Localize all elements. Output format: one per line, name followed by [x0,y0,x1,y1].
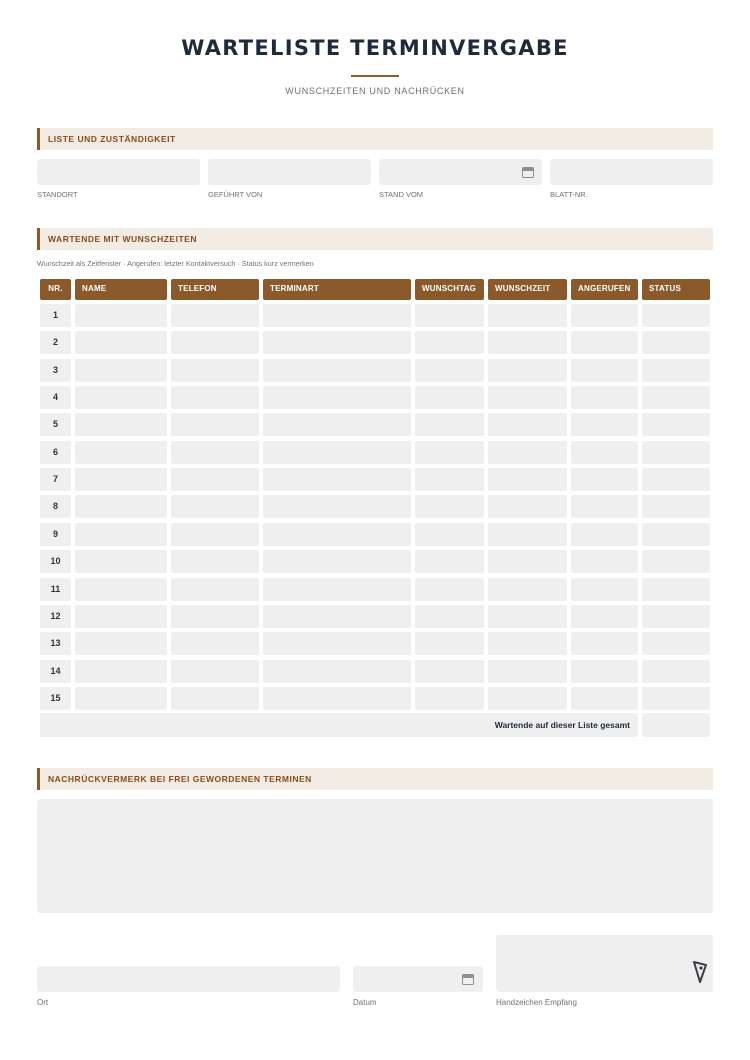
column-header-status: STATUS [642,279,710,300]
total-count-field[interactable] [642,713,710,737]
cell-wunschzeit[interactable] [488,578,567,601]
cell-wunschtag[interactable] [415,331,484,354]
datum-field[interactable] [353,966,483,992]
blatt-nr-label: BLATT-NR. [550,190,588,199]
cell-wunschzeit[interactable] [488,605,567,628]
cell-telefon[interactable] [171,359,259,382]
cell-angerufen[interactable] [571,523,638,546]
cell-telefon[interactable] [171,605,259,628]
cell-angerufen[interactable] [571,660,638,683]
ort-field[interactable] [37,966,340,992]
cell-terminart[interactable] [263,386,411,409]
cell-status[interactable] [642,687,710,710]
cell-name[interactable] [75,687,167,710]
section-title-waiting: WARTENDE MIT WUNSCHZEITEN [48,234,197,244]
cell-name[interactable] [75,523,167,546]
cell-angerufen[interactable] [571,495,638,518]
cell-angerufen[interactable] [571,605,638,628]
cell-terminart[interactable] [263,632,411,655]
cell-wunschtag[interactable] [415,523,484,546]
cell-wunschtag[interactable] [415,413,484,436]
cell-wunschzeit[interactable] [488,413,567,436]
cell-angerufen[interactable] [571,550,638,573]
cell-status[interactable] [642,468,710,491]
column-header-telefon: TELEFON [171,279,259,300]
cell-telefon[interactable] [171,413,259,436]
cell-terminart[interactable] [263,413,411,436]
cell-name[interactable] [75,331,167,354]
cell-angerufen[interactable] [571,386,638,409]
cell-telefon[interactable] [171,304,259,327]
cell-wunschzeit[interactable] [488,523,567,546]
cell-terminart[interactable] [263,578,411,601]
cell-status[interactable] [642,632,710,655]
row-number: 13 [40,632,71,655]
row-number: 6 [40,441,71,464]
row-number: 5 [40,413,71,436]
standort-label: STANDORT [37,190,78,199]
column-header-nr: NR. [40,279,71,300]
row-number: 14 [40,660,71,683]
cell-terminart[interactable] [263,495,411,518]
cell-name[interactable] [75,550,167,573]
column-header-wunschzeit: WUNSCHZEIT [488,279,567,300]
cell-angerufen[interactable] [571,304,638,327]
ort-label: Ort [37,998,49,1007]
cell-wunschzeit[interactable] [488,468,567,491]
cell-telefon[interactable] [171,578,259,601]
cell-terminart[interactable] [263,605,411,628]
cell-wunschtag[interactable] [415,687,484,710]
row-number: 9 [40,523,71,546]
cell-wunschzeit[interactable] [488,331,567,354]
cell-status[interactable] [642,304,710,327]
cell-terminart[interactable] [263,441,411,464]
cell-wunschtag[interactable] [415,660,484,683]
gefuehrt-von-field[interactable] [208,159,371,185]
row-number: 7 [40,468,71,491]
cell-wunschtag[interactable] [415,495,484,518]
cell-terminart[interactable] [263,331,411,354]
section-header-waiting [37,228,713,250]
cell-name[interactable] [75,660,167,683]
cell-name[interactable] [75,304,167,327]
cell-angerufen[interactable] [571,468,638,491]
cell-name[interactable] [75,495,167,518]
cell-name[interactable] [75,441,167,464]
cell-name[interactable] [75,578,167,601]
total-row [40,713,638,737]
waiting-hint: Wunschzeit als Zeitfenster · Angerufen: letzter Kontaktversuch · Status kurz vermerken [37,259,314,268]
cell-name[interactable] [75,468,167,491]
cell-angerufen[interactable] [571,441,638,464]
cell-wunschtag[interactable] [415,304,484,327]
cell-wunschzeit[interactable] [488,386,567,409]
cell-telefon[interactable] [171,331,259,354]
cell-telefon[interactable] [171,468,259,491]
cell-terminart[interactable] [263,359,411,382]
row-number: 15 [40,687,71,710]
cell-status[interactable] [642,523,710,546]
cell-status[interactable] [642,359,710,382]
column-header-terminart: TERMINART [263,279,411,300]
cell-telefon[interactable] [171,687,259,710]
pen-icon [692,960,708,984]
cell-wunschtag[interactable] [415,468,484,491]
cell-wunschtag[interactable] [415,359,484,382]
cell-name[interactable] [75,413,167,436]
stand-vom-field[interactable] [379,159,542,185]
handzeichen-label: Handzeichen Empfang [496,998,577,1007]
row-number: 11 [40,578,71,601]
cell-telefon[interactable] [171,550,259,573]
cell-telefon[interactable] [171,523,259,546]
cell-status[interactable] [642,441,710,464]
column-header-wunschtag: WUNSCHTAG [415,279,484,300]
cell-angerufen[interactable] [571,413,638,436]
row-number: 3 [40,359,71,382]
row-number: 8 [40,495,71,518]
page-subtitle: WUNSCHZEITEN UND NACHRÜCKEN [285,86,465,96]
cell-angerufen[interactable] [571,578,638,601]
section-title-notes: NACHRÜCKVERMERK BEI FREI GEWORDENEN TERMINEN [48,774,312,784]
cell-wunschtag[interactable] [415,386,484,409]
cell-status[interactable] [642,578,710,601]
cell-wunschtag[interactable] [415,578,484,601]
cell-wunschtag[interactable] [415,605,484,628]
page-title: WARTELISTE TERMINVERGABE [181,36,569,60]
cell-status[interactable] [642,495,710,518]
cell-angerufen[interactable] [571,632,638,655]
gefuehrt-von-label: GEFÜHRT VON [208,190,263,199]
cell-telefon[interactable] [171,495,259,518]
cell-status[interactable] [642,660,710,683]
cell-wunschzeit[interactable] [488,687,567,710]
notes-field[interactable] [37,799,713,913]
datum-label: Datum [353,998,377,1007]
section-title-list: LISTE UND ZUSTÄNDIGKEIT [48,134,176,144]
cell-terminart[interactable] [263,687,411,710]
row-number: 12 [40,605,71,628]
cell-status[interactable] [642,386,710,409]
standort-field[interactable] [37,159,200,185]
signature-field[interactable] [496,935,713,992]
calendar-icon[interactable] [462,974,474,985]
cell-terminart[interactable] [263,523,411,546]
cell-angerufen[interactable] [571,359,638,382]
cell-wunschtag[interactable] [415,441,484,464]
cell-wunschzeit[interactable] [488,495,567,518]
cell-wunschtag[interactable] [415,632,484,655]
cell-telefon[interactable] [171,660,259,683]
cell-wunschzeit[interactable] [488,660,567,683]
column-header-name: NAME [75,279,167,300]
cell-telefon[interactable] [171,386,259,409]
total-label: Wartende auf dieser Liste gesamt [494,720,630,730]
title-rule [351,75,399,77]
stand-vom-label: STAND VOM [379,190,424,199]
cell-angerufen[interactable] [571,687,638,710]
cell-terminart[interactable] [263,304,411,327]
section-header-notes [37,768,713,790]
section-header-list [37,128,713,150]
cell-status[interactable] [642,413,710,436]
cell-wunschzeit[interactable] [488,550,567,573]
cell-status[interactable] [642,605,710,628]
row-number: 4 [40,386,71,409]
column-header-angerufen: ANGERUFEN [571,279,638,300]
row-number: 10 [40,550,71,573]
cell-telefon[interactable] [171,441,259,464]
calendar-icon[interactable] [522,167,534,178]
cell-angerufen[interactable] [571,331,638,354]
cell-name[interactable] [75,386,167,409]
cell-name[interactable] [75,632,167,655]
cell-status[interactable] [642,331,710,354]
cell-name[interactable] [75,359,167,382]
row-number: 2 [40,331,71,354]
cell-terminart[interactable] [263,468,411,491]
row-number: 1 [40,304,71,327]
blatt-nr-field[interactable] [550,159,713,185]
cell-wunschzeit[interactable] [488,304,567,327]
cell-wunschzeit[interactable] [488,632,567,655]
cell-terminart[interactable] [263,660,411,683]
cell-wunschtag[interactable] [415,550,484,573]
cell-terminart[interactable] [263,550,411,573]
cell-wunschzeit[interactable] [488,359,567,382]
cell-wunschzeit[interactable] [488,441,567,464]
cell-telefon[interactable] [171,632,259,655]
cell-status[interactable] [642,550,710,573]
cell-name[interactable] [75,605,167,628]
